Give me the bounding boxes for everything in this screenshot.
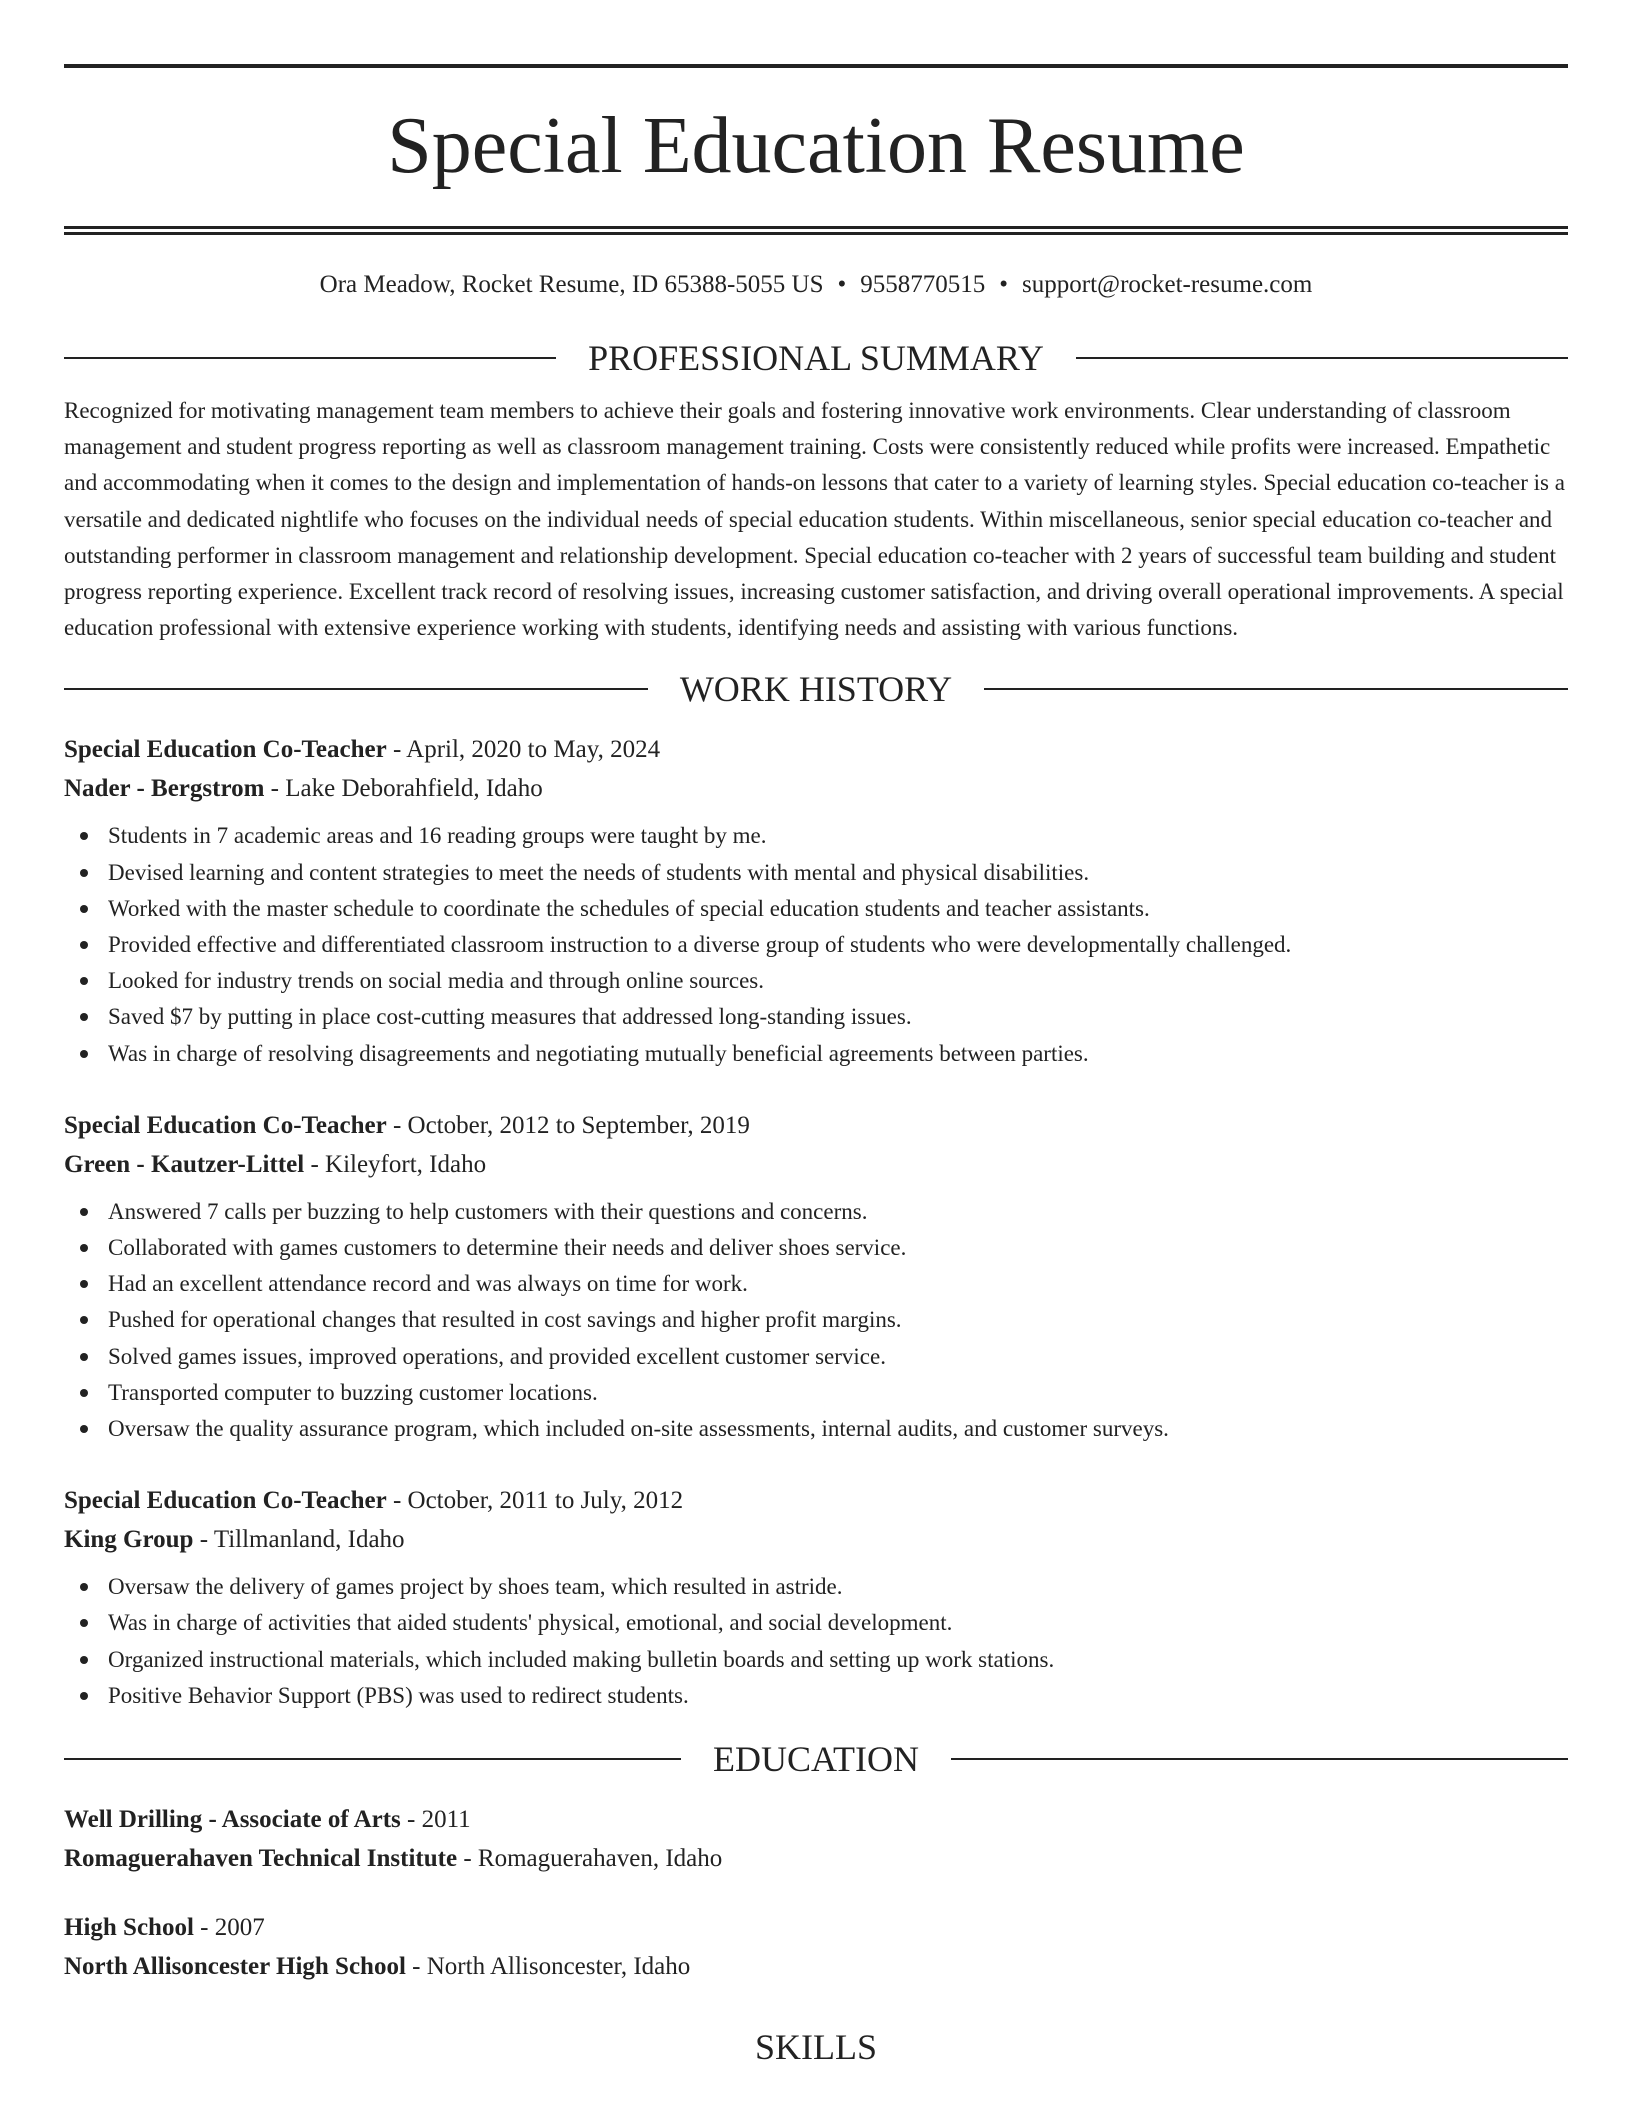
job-title-row	[64, 730, 1568, 769]
bullet-item	[64, 1230, 1568, 1266]
job-location: - Tillmanland, Idaho	[193, 1526, 405, 1554]
job-location: - Lake Deborahfield, Idaho	[264, 775, 543, 803]
job-employer: Nader - Bergstrom	[64, 775, 265, 803]
job-entry	[64, 1481, 1568, 1714]
job-dates: - October, 2012 to September, 2019	[386, 1111, 750, 1139]
bullet-item	[64, 1375, 1568, 1411]
job-entry	[64, 1106, 1568, 1447]
bullet-dot	[80, 1208, 88, 1216]
section-title: SKILLS	[754, 2027, 877, 2068]
bullet-text: Provided effective and differentiated classroom instruction to a diverse group of students who were developmentally challenged.	[108, 932, 1292, 958]
bullet-item	[64, 855, 1568, 891]
title-double-rule	[64, 226, 1568, 235]
bullet-dot	[80, 1389, 88, 1397]
heading-rule	[951, 1758, 1568, 1760]
job-title-row	[64, 1106, 1568, 1145]
bullet-item	[64, 927, 1568, 963]
job-entry	[64, 730, 1568, 1071]
heading-rule	[1076, 357, 1568, 359]
job-employer-row	[64, 1145, 1568, 1184]
heading-rule	[64, 688, 648, 690]
bullet-text: Transported computer to buzzing customer locations.	[108, 1379, 598, 1405]
bullet-item	[64, 1569, 1568, 1605]
bullet-text: Pushed for operational changes that resulted in cost savings and higher profit margins.	[108, 1307, 902, 1333]
bullet-text: Students in 7 academic areas and 16 reading groups were taught by me.	[108, 823, 767, 849]
job-title: Special Education Co-Teacher	[64, 1487, 387, 1515]
bullet-text: Positive Behavior Support (PBS) was used to redirect students.	[108, 1682, 689, 1708]
bullet-dot	[80, 977, 88, 985]
education-degree: Well Drilling - Associate of Arts	[64, 1806, 401, 1834]
job-title: Special Education Co-Teacher	[64, 1111, 387, 1139]
education-entry	[64, 1800, 1568, 1878]
bullet-text: Had an excellent attendance record and was always on time for work.	[108, 1271, 748, 1297]
education-degree-row	[64, 1908, 1568, 1947]
contact-separator: •	[999, 271, 1009, 298]
bullet-text: Was in charge of activities that aided students' physical, emotional, and social development.	[108, 1610, 953, 1636]
education-entry	[64, 1908, 1568, 1986]
job-dates: - April, 2020 to May, 2024	[386, 736, 661, 764]
section-heading-skills	[64, 2024, 1568, 2070]
bullet-text: Looked for industry trends on social media and through online sources.	[108, 968, 764, 994]
section-heading-work	[64, 666, 1568, 712]
job-location: - Kileyfort, Idaho	[304, 1150, 487, 1178]
bullet-item	[64, 818, 1568, 854]
heading-rule	[64, 1758, 681, 1760]
job-employer: Green - Kautzer-Littel	[64, 1150, 305, 1178]
bullet-item	[64, 1266, 1568, 1302]
job-bullets	[64, 1569, 1568, 1714]
bullet-item	[64, 1411, 1568, 1447]
education-school: North Allisoncester High School	[64, 1953, 406, 1981]
education-location: - North Allisoncester, Idaho	[405, 1953, 691, 1981]
bullet-item	[64, 1194, 1568, 1230]
bullet-text: Organized instructional materials, which included making bulletin boards and setting up work stations.	[108, 1646, 1055, 1672]
job-bullets	[64, 1194, 1568, 1447]
bullet-dot	[80, 1013, 88, 1021]
education-year: - 2011	[400, 1806, 471, 1834]
job-employer-row	[64, 769, 1568, 808]
contact-email: support@rocket-resume.com	[1022, 271, 1313, 298]
section-title: WORK HISTORY	[679, 669, 953, 710]
document-title: Special Education Resume	[387, 102, 1245, 190]
job-title-row	[64, 1481, 1568, 1520]
bullet-dot	[80, 1050, 88, 1058]
education-degree: High School	[64, 1914, 194, 1942]
contact-address: Ora Meadow, Rocket Resume, ID 65388-5055 US	[319, 271, 824, 298]
resume-page	[64, 64, 1568, 2070]
bullet-item	[64, 1605, 1568, 1641]
education-year: - 2007	[193, 1914, 265, 1942]
contact-separator: •	[837, 271, 847, 298]
job-bullets	[64, 818, 1568, 1071]
heading-rule	[984, 688, 1568, 690]
section-heading-summary	[64, 335, 1568, 381]
job-employer: King Group	[64, 1526, 194, 1554]
bullet-item	[64, 1678, 1568, 1714]
job-dates: - October, 2011 to July, 2012	[386, 1487, 684, 1515]
section-title: PROFESSIONAL SUMMARY	[588, 338, 1044, 378]
job-title: Special Education Co-Teacher	[64, 736, 387, 764]
summary-paragraph: Recognized for motivating management team members to achieve their goals and fostering innovative work environments. Clear understanding of classroom management and student progress reporting as well as classroom management training. Costs were consistently reduced while profits were increased. Empathetic and accommodating when it comes to the design and implementation of hands-on lessons that cater to a variety of learning styles. Special education co-teacher is a versatile and dedicated nightlife who focuses on the individual needs of special education students. Within miscellaneous, senior special education co-teacher and outstanding performer in classroom management and relationship development. Special education co-teacher with 2 years of successful team building and student progress reporting experience. Excellent track record of resolving issues, increasing customer satisfaction, and driving overall operational improvements. A special education professional with extensive experience working with students, identifying needs and assisting with various functions.	[64, 398, 1565, 641]
bullet-dot	[80, 1619, 88, 1627]
bullet-text: Saved $7 by putting in place cost-cutting measures that addressed long-standing issues.	[108, 1004, 912, 1030]
bullet-dot	[80, 1353, 88, 1361]
bullet-text: Solved games issues, improved operations, and provided excellent customer service.	[108, 1343, 886, 1369]
bullet-text: Devised learning and content strategies to meet the needs of students with mental and physical disabilities.	[108, 859, 1090, 885]
education-school-row	[64, 1839, 1568, 1878]
bullet-dot	[80, 905, 88, 913]
bullet-text: Oversaw the quality assurance program, which included on-site assessments, internal audits, and customer surveys.	[108, 1416, 1169, 1442]
bullet-text: Answered 7 calls per buzzing to help customers with their questions and concerns.	[108, 1198, 868, 1224]
contact-line	[64, 269, 1568, 301]
bullet-dot	[80, 1280, 88, 1288]
education-degree-row	[64, 1800, 1568, 1839]
bullet-item	[64, 999, 1568, 1035]
education-location: - Romaguerahaven, Idaho	[457, 1845, 723, 1873]
bullet-item	[64, 963, 1568, 999]
heading-rule	[64, 357, 556, 359]
section-title: EDUCATION	[713, 1739, 919, 1780]
bullet-dot	[80, 1656, 88, 1664]
bullet-dot	[80, 1583, 88, 1591]
bullet-text: Worked with the master schedule to coordinate the schedules of special education students and teacher assistants.	[108, 895, 1150, 921]
bullet-dot	[80, 869, 88, 877]
education-school: Romaguerahaven Technical Institute	[64, 1845, 458, 1873]
bullet-dot	[80, 1692, 88, 1700]
bullet-text: Was in charge of resolving disagreements and negotiating mutually beneficial agreements between parties.	[108, 1040, 1089, 1066]
bullet-dot	[80, 1244, 88, 1252]
bullet-item	[64, 1302, 1568, 1338]
education-school-row	[64, 1947, 1568, 1986]
top-rule	[64, 64, 1568, 68]
bullet-dot	[80, 941, 88, 949]
bullet-item	[64, 1642, 1568, 1678]
bullet-text: Collaborated with games customers to determine their needs and deliver shoes service.	[108, 1235, 907, 1261]
job-employer-row	[64, 1520, 1568, 1559]
section-heading-education	[64, 1736, 1568, 1782]
bullet-dot	[80, 832, 88, 840]
bullet-item	[64, 891, 1568, 927]
bullet-dot	[80, 1425, 88, 1433]
contact-phone: 9558770515	[860, 271, 986, 298]
bullet-text: Oversaw the delivery of games project by shoes team, which resulted in astride.	[108, 1574, 843, 1600]
bullet-item	[64, 1339, 1568, 1375]
bullet-dot	[80, 1316, 88, 1324]
bullet-item	[64, 1036, 1568, 1072]
